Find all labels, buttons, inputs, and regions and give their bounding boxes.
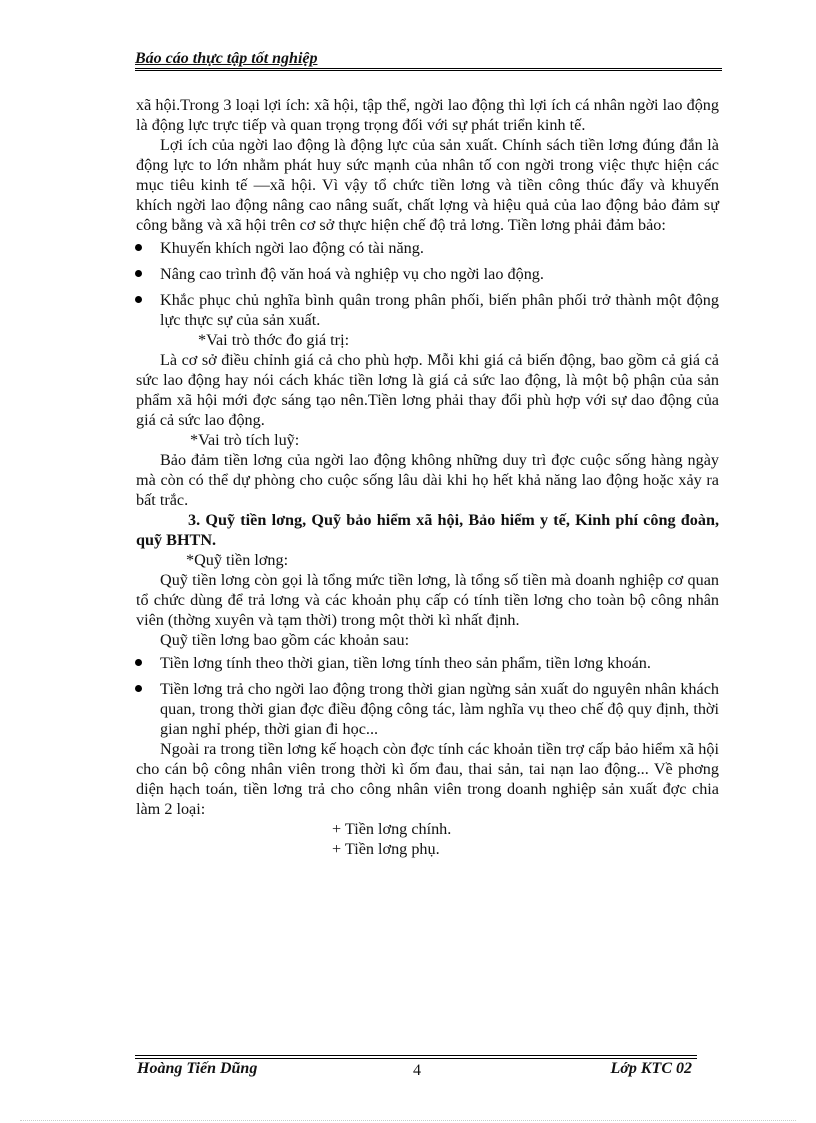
- list-item: Tiền lơng trả cho ngời lao động trong thời gian ngừng sản xuất do nguyên nhân khách quan, trong thời gian đợc điều động công tác, làm nghĩa vụ theo chế độ quy định, thời gian nghỉ phép, thời gian đi học...: [136, 679, 719, 739]
- paragraph-1: xã hội.Trong 3 loại lợi ích: xã hội, tập thể, ngời lao động thì lợi ích cá nhân ngời lao động là động lực trực tiếp và quan trọng trọng đối với sự phát triển kinh tế.: [136, 96, 719, 134]
- role-accumulate-label: *Vai trò tích luỹ:: [190, 431, 300, 449]
- document-body: [136, 95, 719, 859]
- paragraph-2: Lợi ích của ngời lao động là động lực của sản xuất. Chính sách tiền lơng đúng đắn là động lực to lớn nhằm phát huy sức mạnh của nhân tố con ngời trong việc thực hiện các mục tiêu kinh tế —xã hội. Vì vậy tổ chức tiền lơng và tiền công thúc đẩy và khuyến khích ngời lao động nâng cao nâng suất, chất lợng và hiệu quả của lao động bảo đảm sự công bằng và xã hội trên cơ sở thực hiện chế độ trả lơng. Tiền lơng phải đảm bảo:: [136, 136, 719, 234]
- list-item: Tiền lơng tính theo thời gian, tiền lơng tính theo sản phẩm, tiền lơng khoán.: [136, 653, 719, 673]
- paragraph-6: Quỹ tiền lơng bao gồm các khoản sau:: [160, 631, 410, 649]
- bullet-icon: [135, 685, 142, 692]
- formula-line-2: + Tiền lơng phụ.: [332, 840, 440, 858]
- list-item: Nâng cao trình độ văn hoá và nghiệp vụ cho ngời lao động.: [136, 264, 719, 284]
- footer-rule: [135, 1055, 697, 1056]
- header-rule: [135, 70, 722, 71]
- page-header: Báo cáo thực tập tốt nghiệp: [135, 50, 722, 69]
- formula-line-1: + Tiền lơng chính.: [332, 820, 452, 838]
- footer-class: Lớp KTC 02: [610, 1060, 692, 1077]
- bullet-icon: [135, 296, 142, 303]
- bullet-list-2: [136, 653, 719, 739]
- role-measure-label: *Vai trò thớc đo giá trị:: [198, 331, 350, 349]
- paragraph-5: Quỹ tiền lơng còn gọi là tổng mức tiền lơng, là tổng số tiền mà doanh nghiệp cơ quan tổ chức dùng để trả lơng và các khoản phụ cấp có tính tiền lơng cho toàn bộ công nhân viên (thờng xuyên và tạm thời) trong một thời kì nhất định.: [136, 571, 719, 629]
- footer-author: Hoàng Tiến Dũng: [137, 1060, 258, 1077]
- paragraph-3: Là cơ sở điều chỉnh giá cả cho phù hợp. Mỗi khi giá cả biến động, bao gồm cả giá cả sức lao động hay nói cách khác tiền lơng là giá cả sức lao động, là một bộ phận của sản phẩm xã hội mới đợc sáng tạo nên.Tiền lơng phải thay đổi phù hợp với sự dao động của giá cả sức lao động.: [136, 351, 719, 429]
- page-footer: [137, 1060, 692, 1080]
- bullet-list-1: [136, 238, 719, 330]
- fund-label: *Quỹ tiền lơng:: [186, 551, 289, 569]
- paragraph-7: Ngoài ra trong tiền lơng kế hoạch còn đợc tính các khoản tiền trợ cấp bảo hiểm xã hội cho cán bộ công nhân viên trong thời kì ốm đau, thai sản, tai nạn lao động... Về phơng diện hạch toán, tiền lơng trả cho công nhân viên trong doanh nghiệp sản xuất đợc chia làm 2 loại:: [136, 740, 719, 818]
- page-number: 4: [413, 1062, 421, 1079]
- bullet-icon: [135, 270, 142, 277]
- page-edge-dots: [20, 1120, 796, 1121]
- paragraph-4: Bảo đảm tiền lơng của ngời lao động không những duy trì đợc cuộc sống hàng ngày mà còn có thể dự phòng cho cuộc sống lâu dài khi họ hết khả năng lao động hoặc xảy ra bất trắc.: [136, 451, 719, 509]
- list-item: Khuyến khích ngời lao động có tài năng.: [136, 238, 719, 258]
- bullet-icon: [135, 659, 142, 666]
- list-item: Khắc phục chủ nghĩa bình quân trong phân phối, biến phân phối trở thành một động lực thực sự của sản xuất.: [136, 290, 719, 330]
- footer-rule-thin: [135, 1058, 697, 1059]
- bullet-icon: [135, 244, 142, 251]
- section-heading-3: 3. Quỹ tiền lơng, Quỹ bảo hiểm xã hội, Bảo hiểm y tế, Kinh phí công đoàn, quỹ BHTN.: [136, 511, 719, 549]
